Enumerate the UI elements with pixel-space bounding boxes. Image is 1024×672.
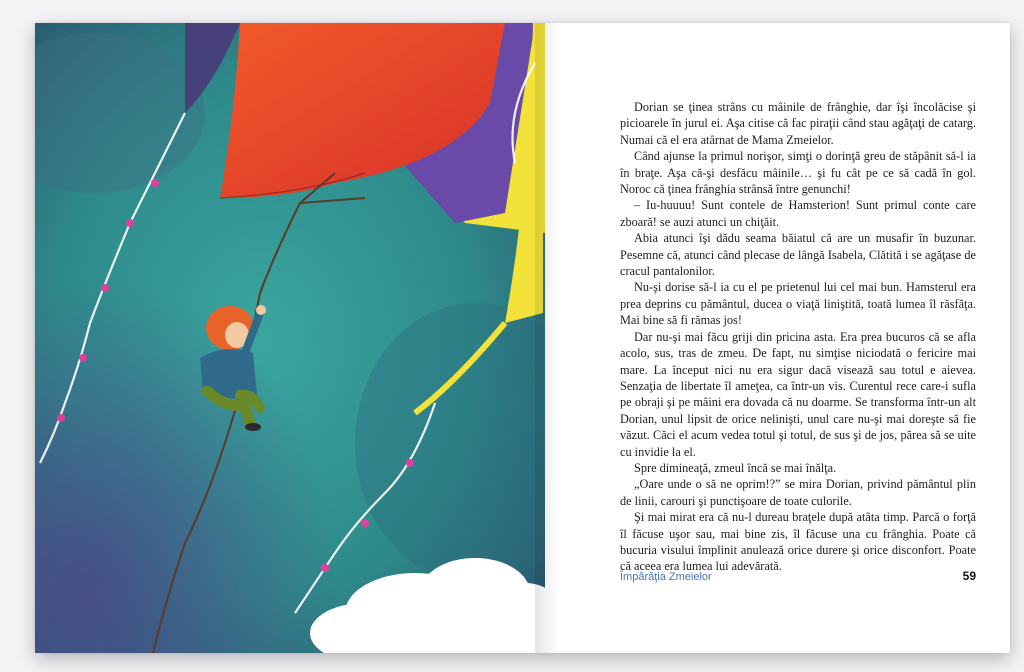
paragraph: Abia atunci îşi dădu seama băiatul că are un musafir în buzunar. Pesemne că, atunci când plecase de lângă Isabela, Clătită i se agăţase de cracul pantalonilor.	[620, 231, 976, 279]
paragraph: Dar nu-şi mai făcu griji din pricina asta. Era prea bucuros că se afla acolo, sus, tras de zmeu. De fapt, nu simţise niciodată o fericire mai mare. La început nici nu era sigur dacă visează sau totul e aievea. Senzaţia de libertate îl ameţea, ca într-un vis. Curentul rece care-i sufla pe obraji şi pe mâini era dovada că nu doarme. Se transforma într-un alt Dorian, unul lipsit de orice nelinişti, unul care nu-şi mai doreşte să fie văzut. Căci el acum vedea totul şi totul, de sus şi de jos, părea să se uite cu invidie la el.	[620, 329, 976, 459]
text-page	[545, 23, 1010, 653]
paragraph: Când ajunse la primul norişor, simţi o dorinţă greu de stăpânit să-l ia în braţe. Aşa că-şi desfăcu mâinile… şi fu cât pe ce să cadă în gol. Noroc că ţinea frânghia strânsă între genunchi!	[620, 149, 976, 197]
paragraph: Dorian se ţinea strâns cu mâinile de frânghie, dar îşi încolăcise şi picioarele în jurul ei. Aşa citise că fac piraţii când stau agăţaţi de catarg. Numai că el era atârnat de Mama Zmeielor.	[620, 100, 976, 147]
running-footer-title: Împărăţia Zmeielor	[620, 571, 712, 583]
page-number: 59	[962, 569, 976, 583]
paragraph: Şi mai mirat era că nu-l dureau braţele după atâta timp. Parcă o forţă îl făcuse uşor sau, mai bine zis, îl făcuse una cu frânghia. Poate că bucuria visului împlinit anulează orice durere şi orice disconfort. Poate că aceea era lumea lui adevărată.	[620, 510, 976, 574]
story-text	[620, 99, 976, 575]
book-spread	[35, 23, 1010, 653]
illustration-boy-kite	[35, 23, 545, 653]
paragraph: Nu-şi dorise să-l ia cu el pe prietenul lui cel mai bun. Hamsterul era prea deprins cu pământul, ducea o viaţă liniştită, toată lumea îl răsfăţa. Mai bine să fi rămas jos!	[620, 280, 976, 328]
paragraph: Spre dimineaţă, zmeul încă se mai înălţa.	[634, 460, 837, 475]
paragraph: – Iu-huuuu! Sunt contele de Hamsterion! Sunt primul conte care zboară! se auzi atunci un chiţăit.	[620, 198, 976, 229]
paragraph: „Oare unde o să ne oprim!?” se mira Dorian, privind pământul plin de linii, carouri şi punctişoare de toate culorile.	[620, 477, 976, 508]
